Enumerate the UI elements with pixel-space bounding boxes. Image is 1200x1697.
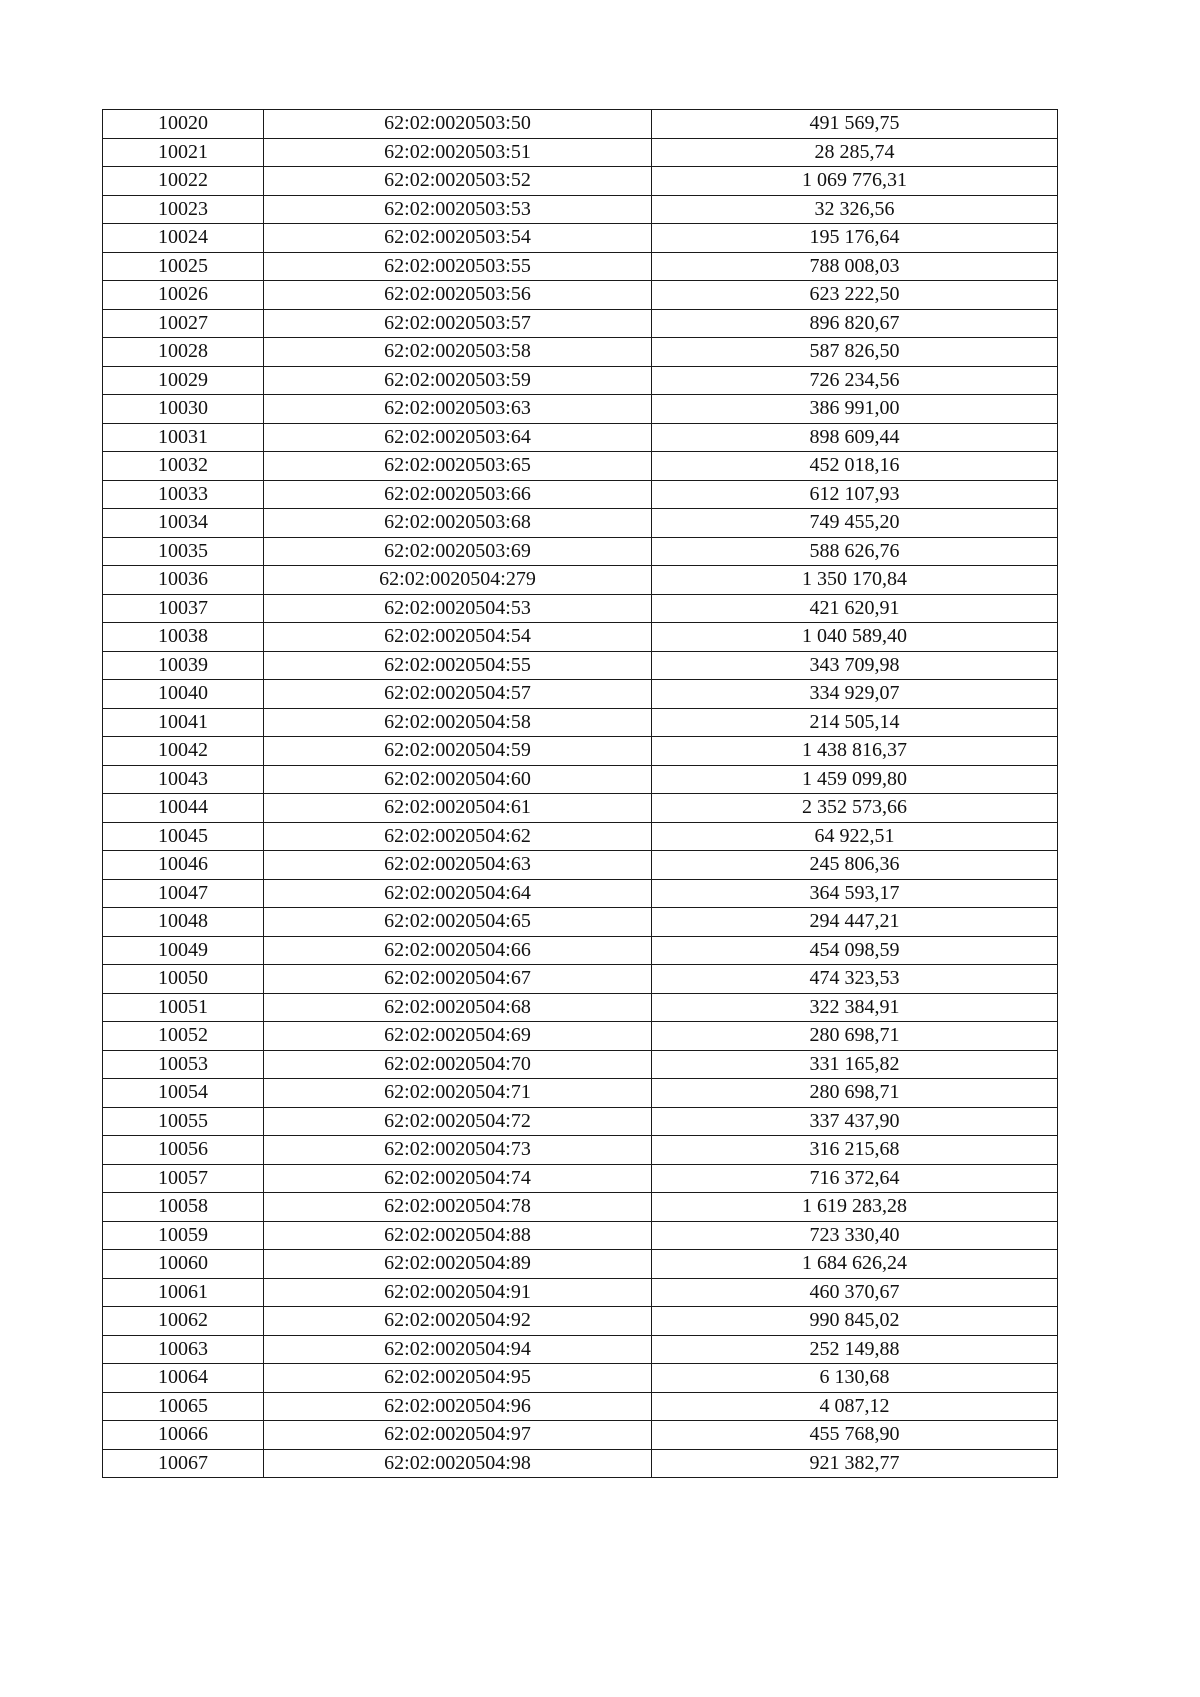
cadastral-number-cell: 62:02:0020504:67 xyxy=(264,965,652,994)
cadastral-value-cell: 337 437,90 xyxy=(652,1107,1058,1136)
row-number-cell: 10033 xyxy=(103,480,264,509)
cadastral-value-cell: 421 620,91 xyxy=(652,594,1058,623)
cadastral-value-cell: 280 698,71 xyxy=(652,1079,1058,1108)
cadastral-number-cell: 62:02:0020504:71 xyxy=(264,1079,652,1108)
cadastral-number-cell: 62:02:0020503:55 xyxy=(264,252,652,281)
cadastral-value-cell: 1 459 099,80 xyxy=(652,765,1058,794)
table-row xyxy=(103,138,1058,167)
cadastral-number-cell: 62:02:0020504:54 xyxy=(264,623,652,652)
table-row xyxy=(103,309,1058,338)
table-row xyxy=(103,993,1058,1022)
row-number-cell: 10043 xyxy=(103,765,264,794)
table-row xyxy=(103,936,1058,965)
table-row xyxy=(103,1107,1058,1136)
cadastral-value-cell: 64 922,51 xyxy=(652,822,1058,851)
table-row xyxy=(103,395,1058,424)
row-number-cell: 10027 xyxy=(103,309,264,338)
cadastral-value-cell: 252 149,88 xyxy=(652,1335,1058,1364)
cadastral-number-cell: 62:02:0020504:92 xyxy=(264,1307,652,1336)
table-row xyxy=(103,1221,1058,1250)
row-number-cell: 10023 xyxy=(103,195,264,224)
cadastral-number-cell: 62:02:0020504:91 xyxy=(264,1278,652,1307)
cadastral-value-cell: 723 330,40 xyxy=(652,1221,1058,1250)
cadastral-value-cell: 726 234,56 xyxy=(652,366,1058,395)
table-row xyxy=(103,281,1058,310)
cadastral-number-cell: 62:02:0020503:52 xyxy=(264,167,652,196)
cadastral-number-cell: 62:02:0020504:70 xyxy=(264,1050,652,1079)
row-number-cell: 10044 xyxy=(103,794,264,823)
table-row xyxy=(103,1050,1058,1079)
cadastral-number-cell: 62:02:0020504:69 xyxy=(264,1022,652,1051)
table-row xyxy=(103,509,1058,538)
table-row xyxy=(103,651,1058,680)
table-row xyxy=(103,908,1058,937)
table-row xyxy=(103,1364,1058,1393)
table-row xyxy=(103,452,1058,481)
cadastral-value-cell: 921 382,77 xyxy=(652,1449,1058,1478)
table-row xyxy=(103,765,1058,794)
cadastral-number-cell: 62:02:0020504:60 xyxy=(264,765,652,794)
cadastral-value-cell: 716 372,64 xyxy=(652,1164,1058,1193)
row-number-cell: 10051 xyxy=(103,993,264,1022)
table-row xyxy=(103,1250,1058,1279)
cadastral-value-cell: 990 845,02 xyxy=(652,1307,1058,1336)
row-number-cell: 10022 xyxy=(103,167,264,196)
table-row xyxy=(103,167,1058,196)
cadastral-number-cell: 62:02:0020504:97 xyxy=(264,1421,652,1450)
table-row xyxy=(103,1421,1058,1450)
row-number-cell: 10061 xyxy=(103,1278,264,1307)
row-number-cell: 10064 xyxy=(103,1364,264,1393)
table-row xyxy=(103,708,1058,737)
row-number-cell: 10034 xyxy=(103,509,264,538)
table-row xyxy=(103,1335,1058,1364)
cadastral-value-cell: 28 285,74 xyxy=(652,138,1058,167)
cadastral-value-cell: 749 455,20 xyxy=(652,509,1058,538)
cadastral-number-cell: 62:02:0020503:53 xyxy=(264,195,652,224)
cadastral-value-cell: 460 370,67 xyxy=(652,1278,1058,1307)
table-row xyxy=(103,794,1058,823)
table-row xyxy=(103,851,1058,880)
cadastral-value-cell: 587 826,50 xyxy=(652,338,1058,367)
row-number-cell: 10066 xyxy=(103,1421,264,1450)
cadastral-number-cell: 62:02:0020504:61 xyxy=(264,794,652,823)
cadastral-value-cell: 1 619 283,28 xyxy=(652,1193,1058,1222)
table-row xyxy=(103,366,1058,395)
cadastral-number-cell: 62:02:0020503:59 xyxy=(264,366,652,395)
row-number-cell: 10045 xyxy=(103,822,264,851)
row-number-cell: 10063 xyxy=(103,1335,264,1364)
cadastral-number-cell: 62:02:0020503:50 xyxy=(264,110,652,139)
row-number-cell: 10050 xyxy=(103,965,264,994)
cadastral-number-cell: 62:02:0020503:64 xyxy=(264,423,652,452)
cadastral-value-cell: 455 768,90 xyxy=(652,1421,1058,1450)
row-number-cell: 10062 xyxy=(103,1307,264,1336)
cadastral-number-cell: 62:02:0020504:279 xyxy=(264,566,652,595)
table-row xyxy=(103,1307,1058,1336)
row-number-cell: 10049 xyxy=(103,936,264,965)
cadastral-number-cell: 62:02:0020504:53 xyxy=(264,594,652,623)
cadastral-value-table xyxy=(102,109,1058,1478)
cadastral-value-cell: 474 323,53 xyxy=(652,965,1058,994)
row-number-cell: 10058 xyxy=(103,1193,264,1222)
cadastral-number-cell: 62:02:0020504:68 xyxy=(264,993,652,1022)
cadastral-number-cell: 62:02:0020503:57 xyxy=(264,309,652,338)
table-row xyxy=(103,1392,1058,1421)
cadastral-number-cell: 62:02:0020503:65 xyxy=(264,452,652,481)
row-number-cell: 10021 xyxy=(103,138,264,167)
cadastral-number-cell: 62:02:0020504:88 xyxy=(264,1221,652,1250)
table-row xyxy=(103,224,1058,253)
row-number-cell: 10028 xyxy=(103,338,264,367)
cadastral-value-cell: 245 806,36 xyxy=(652,851,1058,880)
cadastral-number-cell: 62:02:0020504:96 xyxy=(264,1392,652,1421)
cadastral-number-cell: 62:02:0020504:98 xyxy=(264,1449,652,1478)
table-body xyxy=(103,110,1058,1478)
cadastral-value-cell: 1 040 589,40 xyxy=(652,623,1058,652)
cadastral-value-cell: 491 569,75 xyxy=(652,110,1058,139)
row-number-cell: 10025 xyxy=(103,252,264,281)
cadastral-number-cell: 62:02:0020504:95 xyxy=(264,1364,652,1393)
row-number-cell: 10040 xyxy=(103,680,264,709)
cadastral-number-cell: 62:02:0020504:78 xyxy=(264,1193,652,1222)
table-row xyxy=(103,252,1058,281)
table-row xyxy=(103,879,1058,908)
cadastral-value-cell: 331 165,82 xyxy=(652,1050,1058,1079)
row-number-cell: 10041 xyxy=(103,708,264,737)
table-row xyxy=(103,1022,1058,1051)
row-number-cell: 10032 xyxy=(103,452,264,481)
row-number-cell: 10037 xyxy=(103,594,264,623)
cadastral-value-cell: 343 709,98 xyxy=(652,651,1058,680)
cadastral-number-cell: 62:02:0020503:69 xyxy=(264,537,652,566)
cadastral-number-cell: 62:02:0020504:89 xyxy=(264,1250,652,1279)
cadastral-value-cell: 32 326,56 xyxy=(652,195,1058,224)
cadastral-number-cell: 62:02:0020504:72 xyxy=(264,1107,652,1136)
table-row xyxy=(103,680,1058,709)
cadastral-value-cell: 452 018,16 xyxy=(652,452,1058,481)
row-number-cell: 10031 xyxy=(103,423,264,452)
cadastral-value-cell: 322 384,91 xyxy=(652,993,1058,1022)
table-row xyxy=(103,623,1058,652)
row-number-cell: 10048 xyxy=(103,908,264,937)
row-number-cell: 10030 xyxy=(103,395,264,424)
row-number-cell: 10059 xyxy=(103,1221,264,1250)
cadastral-value-cell: 1 069 776,31 xyxy=(652,167,1058,196)
row-number-cell: 10035 xyxy=(103,537,264,566)
cadastral-value-cell: 623 222,50 xyxy=(652,281,1058,310)
cadastral-value-cell: 214 505,14 xyxy=(652,708,1058,737)
row-number-cell: 10053 xyxy=(103,1050,264,1079)
cadastral-value-cell: 195 176,64 xyxy=(652,224,1058,253)
cadastral-value-cell: 588 626,76 xyxy=(652,537,1058,566)
row-number-cell: 10067 xyxy=(103,1449,264,1478)
cadastral-value-cell: 386 991,00 xyxy=(652,395,1058,424)
row-number-cell: 10060 xyxy=(103,1250,264,1279)
row-number-cell: 10054 xyxy=(103,1079,264,1108)
cadastral-value-cell: 896 820,67 xyxy=(652,309,1058,338)
row-number-cell: 10057 xyxy=(103,1164,264,1193)
cadastral-value-cell: 1 684 626,24 xyxy=(652,1250,1058,1279)
cadastral-value-cell: 788 008,03 xyxy=(652,252,1058,281)
cadastral-number-cell: 62:02:0020504:64 xyxy=(264,879,652,908)
table-row xyxy=(103,822,1058,851)
cadastral-number-cell: 62:02:0020504:74 xyxy=(264,1164,652,1193)
cadastral-number-cell: 62:02:0020504:65 xyxy=(264,908,652,937)
cadastral-number-cell: 62:02:0020504:73 xyxy=(264,1136,652,1165)
row-number-cell: 10047 xyxy=(103,879,264,908)
cadastral-number-cell: 62:02:0020504:94 xyxy=(264,1335,652,1364)
cadastral-number-cell: 62:02:0020503:56 xyxy=(264,281,652,310)
row-number-cell: 10038 xyxy=(103,623,264,652)
cadastral-value-cell: 1 438 816,37 xyxy=(652,737,1058,766)
table-row xyxy=(103,1079,1058,1108)
table-row xyxy=(103,423,1058,452)
table-row xyxy=(103,566,1058,595)
cadastral-number-cell: 62:02:0020503:66 xyxy=(264,480,652,509)
row-number-cell: 10020 xyxy=(103,110,264,139)
cadastral-value-cell: 612 107,93 xyxy=(652,480,1058,509)
cadastral-number-cell: 62:02:0020504:63 xyxy=(264,851,652,880)
row-number-cell: 10024 xyxy=(103,224,264,253)
cadastral-value-cell: 1 350 170,84 xyxy=(652,566,1058,595)
cadastral-number-cell: 62:02:0020503:68 xyxy=(264,509,652,538)
table-row xyxy=(103,1449,1058,1478)
cadastral-number-cell: 62:02:0020503:58 xyxy=(264,338,652,367)
cadastral-number-cell: 62:02:0020504:58 xyxy=(264,708,652,737)
row-number-cell: 10039 xyxy=(103,651,264,680)
cadastral-value-cell: 364 593,17 xyxy=(652,879,1058,908)
table-row xyxy=(103,594,1058,623)
cadastral-value-cell: 280 698,71 xyxy=(652,1022,1058,1051)
table-row xyxy=(103,965,1058,994)
row-number-cell: 10042 xyxy=(103,737,264,766)
cadastral-value-cell: 6 130,68 xyxy=(652,1364,1058,1393)
cadastral-number-cell: 62:02:0020503:63 xyxy=(264,395,652,424)
table-row xyxy=(103,537,1058,566)
table-row xyxy=(103,480,1058,509)
row-number-cell: 10029 xyxy=(103,366,264,395)
cadastral-number-cell: 62:02:0020504:55 xyxy=(264,651,652,680)
table-row xyxy=(103,1193,1058,1222)
cadastral-value-cell: 454 098,59 xyxy=(652,936,1058,965)
cadastral-number-cell: 62:02:0020504:66 xyxy=(264,936,652,965)
cadastral-number-cell: 62:02:0020504:59 xyxy=(264,737,652,766)
row-number-cell: 10055 xyxy=(103,1107,264,1136)
row-number-cell: 10046 xyxy=(103,851,264,880)
table-row xyxy=(103,1136,1058,1165)
table-row xyxy=(103,195,1058,224)
row-number-cell: 10052 xyxy=(103,1022,264,1051)
row-number-cell: 10056 xyxy=(103,1136,264,1165)
cadastral-number-cell: 62:02:0020504:62 xyxy=(264,822,652,851)
row-number-cell: 10026 xyxy=(103,281,264,310)
cadastral-value-cell: 334 929,07 xyxy=(652,680,1058,709)
cadastral-value-cell: 898 609,44 xyxy=(652,423,1058,452)
table-row xyxy=(103,110,1058,139)
table-row xyxy=(103,737,1058,766)
table-row xyxy=(103,338,1058,367)
table-row xyxy=(103,1278,1058,1307)
cadastral-value-cell: 294 447,21 xyxy=(652,908,1058,937)
table-row xyxy=(103,1164,1058,1193)
cadastral-value-cell: 316 215,68 xyxy=(652,1136,1058,1165)
cadastral-number-cell: 62:02:0020503:51 xyxy=(264,138,652,167)
row-number-cell: 10065 xyxy=(103,1392,264,1421)
cadastral-value-cell: 2 352 573,66 xyxy=(652,794,1058,823)
cadastral-value-cell: 4 087,12 xyxy=(652,1392,1058,1421)
cadastral-number-cell: 62:02:0020503:54 xyxy=(264,224,652,253)
row-number-cell: 10036 xyxy=(103,566,264,595)
cadastral-number-cell: 62:02:0020504:57 xyxy=(264,680,652,709)
